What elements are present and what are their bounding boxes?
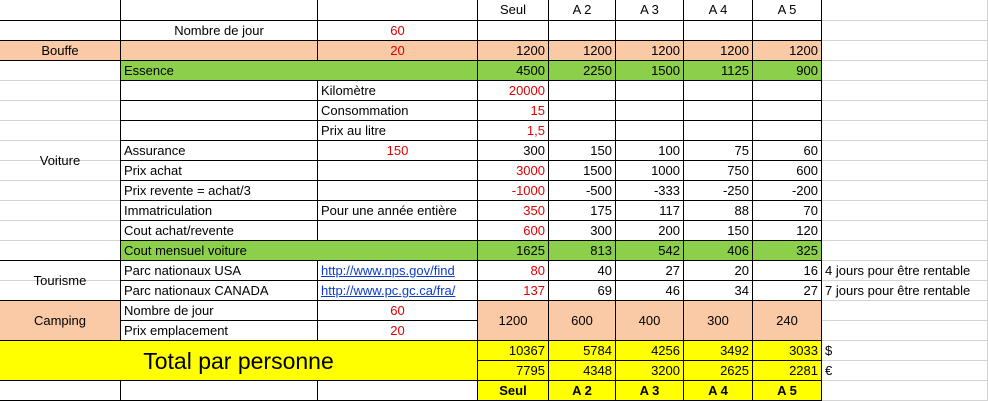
result-value[interactable]: 300 — [684, 301, 753, 341]
result-value[interactable]: 813 — [549, 241, 616, 261]
result-value[interactable]: 240 — [753, 301, 822, 341]
result-value[interactable]: -333 — [616, 181, 684, 201]
empty-cell[interactable] — [822, 81, 988, 101]
result-value[interactable]: 27 — [753, 281, 822, 301]
result-value[interactable]: 4500 — [478, 61, 549, 81]
result-value[interactable]: 200 — [616, 221, 684, 241]
note-text[interactable]: 4 jours pour être rentable — [825, 263, 971, 278]
result-value[interactable]: 600 — [549, 301, 616, 341]
result-value[interactable]: 120 — [753, 221, 822, 241]
category-label[interactable]: Tourisme — [0, 261, 121, 301]
result-value[interactable]: 2250 — [549, 61, 616, 81]
row-label[interactable]: Prix au litre — [318, 121, 478, 141]
result-value[interactable]: 1125 — [684, 61, 753, 81]
blank-cell[interactable] — [684, 21, 753, 41]
blank-cell[interactable] — [0, 21, 121, 41]
result-value[interactable]: -250 — [684, 181, 753, 201]
link-cell[interactable]: http://www.nps.gov/find — [318, 261, 478, 281]
empty-cell[interactable] — [822, 381, 988, 401]
blank-cell[interactable] — [616, 101, 684, 121]
result-value[interactable]: 150 — [549, 141, 616, 161]
category-label[interactable]: Camping — [0, 301, 121, 341]
row-label[interactable]: Nombre de jour — [121, 21, 318, 41]
total-euro[interactable]: 7795 — [478, 361, 549, 381]
result-value[interactable]: -500 — [549, 181, 616, 201]
total-euro[interactable]: 2625 — [684, 361, 753, 381]
category-label[interactable]: Voiture — [0, 61, 121, 261]
result-value[interactable]: 325 — [753, 241, 822, 261]
result-value[interactable]: 137 — [478, 281, 549, 301]
row-label[interactable]: Cout mensuel voiture — [121, 241, 478, 261]
result-value[interactable]: 46 — [616, 281, 684, 301]
result-value[interactable]: 406 — [684, 241, 753, 261]
result-value[interactable]: 1200 — [478, 301, 549, 341]
empty-cell[interactable] — [822, 0, 988, 21]
blank-cell[interactable] — [121, 121, 318, 141]
result-value[interactable]: 400 — [616, 301, 684, 341]
row-label[interactable]: Immatriculation — [121, 201, 318, 221]
input-value[interactable]: 1,5 — [478, 121, 549, 141]
row-label[interactable]: Nombre de jour — [121, 301, 318, 321]
result-value[interactable]: 1000 — [616, 161, 684, 181]
empty-cell[interactable] — [822, 321, 988, 341]
blank-cell[interactable] — [684, 81, 753, 101]
row-label[interactable]: Parc nationaux USA — [121, 261, 318, 281]
note-text[interactable]: 7 jours pour être rentable — [825, 283, 971, 298]
row-label[interactable]: Consommation — [318, 101, 478, 121]
row-label[interactable]: Prix achat — [121, 161, 318, 181]
total-dollar[interactable]: 10367 — [478, 341, 549, 361]
result-value[interactable]: 88 — [684, 201, 753, 221]
column-footer[interactable]: A 3 — [616, 381, 684, 401]
result-value[interactable]: 1200 — [549, 41, 616, 61]
input-value[interactable]: 20000 — [478, 81, 549, 101]
empty-cell[interactable] — [822, 221, 988, 241]
total-dollar[interactable]: 4256 — [616, 341, 684, 361]
blank-cell[interactable] — [318, 381, 478, 401]
column-footer[interactable]: A 4 — [684, 381, 753, 401]
result-value[interactable]: 1500 — [616, 61, 684, 81]
result-value[interactable]: 542 — [616, 241, 684, 261]
empty-cell[interactable] — [822, 101, 988, 121]
result-value[interactable]: 69 — [549, 281, 616, 301]
result-value[interactable]: 750 — [684, 161, 753, 181]
input-value[interactable]: 20 — [318, 321, 478, 341]
total-dollar[interactable]: 5784 — [549, 341, 616, 361]
blank-cell[interactable] — [478, 21, 549, 41]
result-value[interactable]: 1500 — [549, 161, 616, 181]
result-value[interactable]: -1000 — [478, 181, 549, 201]
blank-cell[interactable] — [549, 81, 616, 101]
row-label[interactable]: Assurance — [121, 141, 318, 161]
column-footer[interactable]: A 2 — [549, 381, 616, 401]
result-value[interactable]: 300 — [549, 221, 616, 241]
empty-cell[interactable] — [822, 21, 988, 41]
result-value[interactable]: 350 — [478, 201, 549, 221]
blank-cell[interactable] — [753, 81, 822, 101]
blank-cell[interactable] — [121, 81, 318, 101]
result-value[interactable]: 75 — [684, 141, 753, 161]
result-value[interactable]: 40 — [549, 261, 616, 281]
column-header[interactable]: Seul — [478, 0, 549, 21]
column-header[interactable]: A 5 — [753, 0, 822, 21]
empty-cell[interactable] — [822, 161, 988, 181]
empty-cell[interactable] — [822, 61, 988, 81]
total-label[interactable]: Total par personne — [0, 341, 478, 381]
row-label[interactable]: Parc nationaux CANADA — [121, 281, 318, 301]
result-value[interactable]: 117 — [616, 201, 684, 221]
empty-cell[interactable] — [822, 121, 988, 141]
row-label[interactable]: Prix revente = achat/3 — [121, 181, 318, 201]
input-value[interactable]: 60 — [318, 301, 478, 321]
blank-cell[interactable] — [318, 221, 478, 241]
empty-cell[interactable] — [822, 241, 988, 261]
blank-cell[interactable] — [616, 81, 684, 101]
blank-cell[interactable] — [616, 21, 684, 41]
result-value[interactable]: 1200 — [684, 41, 753, 61]
blank-cell[interactable] — [549, 121, 616, 141]
empty-cell[interactable] — [822, 41, 988, 61]
result-value[interactable]: 175 — [549, 201, 616, 221]
blank-cell[interactable] — [549, 21, 616, 41]
total-euro[interactable]: 4348 — [549, 361, 616, 381]
result-value[interactable]: 80 — [478, 261, 549, 281]
result-value[interactable]: 3000 — [478, 161, 549, 181]
column-footer[interactable]: A 5 — [753, 381, 822, 401]
result-value[interactable]: 70 — [753, 201, 822, 221]
blank-cell[interactable] — [684, 121, 753, 141]
result-value[interactable]: 600 — [478, 221, 549, 241]
result-value[interactable]: 900 — [753, 61, 822, 81]
result-value[interactable]: -200 — [753, 181, 822, 201]
blank-cell[interactable] — [121, 101, 318, 121]
result-value[interactable]: 1200 — [478, 41, 549, 61]
result-value[interactable]: 1625 — [478, 241, 549, 261]
result-value[interactable]: 1200 — [753, 41, 822, 61]
blank-cell[interactable] — [616, 121, 684, 141]
blank-cell[interactable] — [121, 0, 318, 21]
blank-cell[interactable] — [121, 381, 318, 401]
blank-cell[interactable] — [684, 101, 753, 121]
currency-unit[interactable]: $ — [825, 343, 833, 358]
column-header[interactable]: A 3 — [616, 0, 684, 21]
blank-cell[interactable] — [0, 381, 121, 401]
row-label[interactable]: Kilomètre — [318, 81, 478, 101]
currency-unit[interactable]: € — [825, 363, 833, 378]
blank-cell[interactable] — [753, 21, 822, 41]
result-value[interactable]: 27 — [616, 261, 684, 281]
input-value[interactable]: 15 — [478, 101, 549, 121]
column-header[interactable]: A 2 — [549, 0, 616, 21]
blank-cell[interactable] — [318, 0, 478, 21]
input-value[interactable]: 60 — [318, 21, 478, 41]
row-label[interactable]: Cout achat/revente — [121, 221, 318, 241]
blank-cell[interactable] — [318, 161, 478, 181]
result-value[interactable]: 34 — [684, 281, 753, 301]
total-euro[interactable]: 2281 — [753, 361, 822, 381]
result-value[interactable]: 600 — [753, 161, 822, 181]
result-value[interactable]: 150 — [684, 221, 753, 241]
column-footer[interactable]: Seul — [478, 381, 549, 401]
empty-cell[interactable] — [822, 201, 988, 221]
link-cell[interactable]: http://www.pc.gc.ca/fra/ — [318, 281, 478, 301]
note-text[interactable]: Pour une année entière — [318, 201, 478, 221]
blank-cell[interactable] — [753, 101, 822, 121]
result-value[interactable]: 16 — [753, 261, 822, 281]
result-value[interactable]: 20 — [684, 261, 753, 281]
blank-cell[interactable] — [549, 101, 616, 121]
result-value[interactable]: 300 — [478, 141, 549, 161]
empty-cell[interactable] — [822, 181, 988, 201]
blank-cell[interactable] — [318, 181, 478, 201]
column-header[interactable]: A 4 — [684, 0, 753, 21]
result-value[interactable]: 1200 — [616, 41, 684, 61]
row-label[interactable]: Essence — [121, 61, 478, 81]
total-euro[interactable]: 3200 — [616, 361, 684, 381]
empty-cell[interactable] — [822, 141, 988, 161]
result-value[interactable]: 100 — [616, 141, 684, 161]
row-label[interactable]: Prix emplacement — [121, 321, 318, 341]
empty-cell[interactable] — [822, 301, 988, 321]
category-label[interactable]: Bouffe — [0, 41, 121, 61]
blank-cell[interactable] — [753, 121, 822, 141]
result-value[interactable]: 60 — [753, 141, 822, 161]
blank-cell[interactable] — [121, 41, 318, 61]
input-value[interactable]: 20 — [318, 41, 478, 61]
total-dollar[interactable]: 3033 — [753, 341, 822, 361]
input-value[interactable]: 150 — [318, 141, 478, 161]
total-dollar[interactable]: 3492 — [684, 341, 753, 361]
blank-cell[interactable] — [0, 0, 121, 21]
